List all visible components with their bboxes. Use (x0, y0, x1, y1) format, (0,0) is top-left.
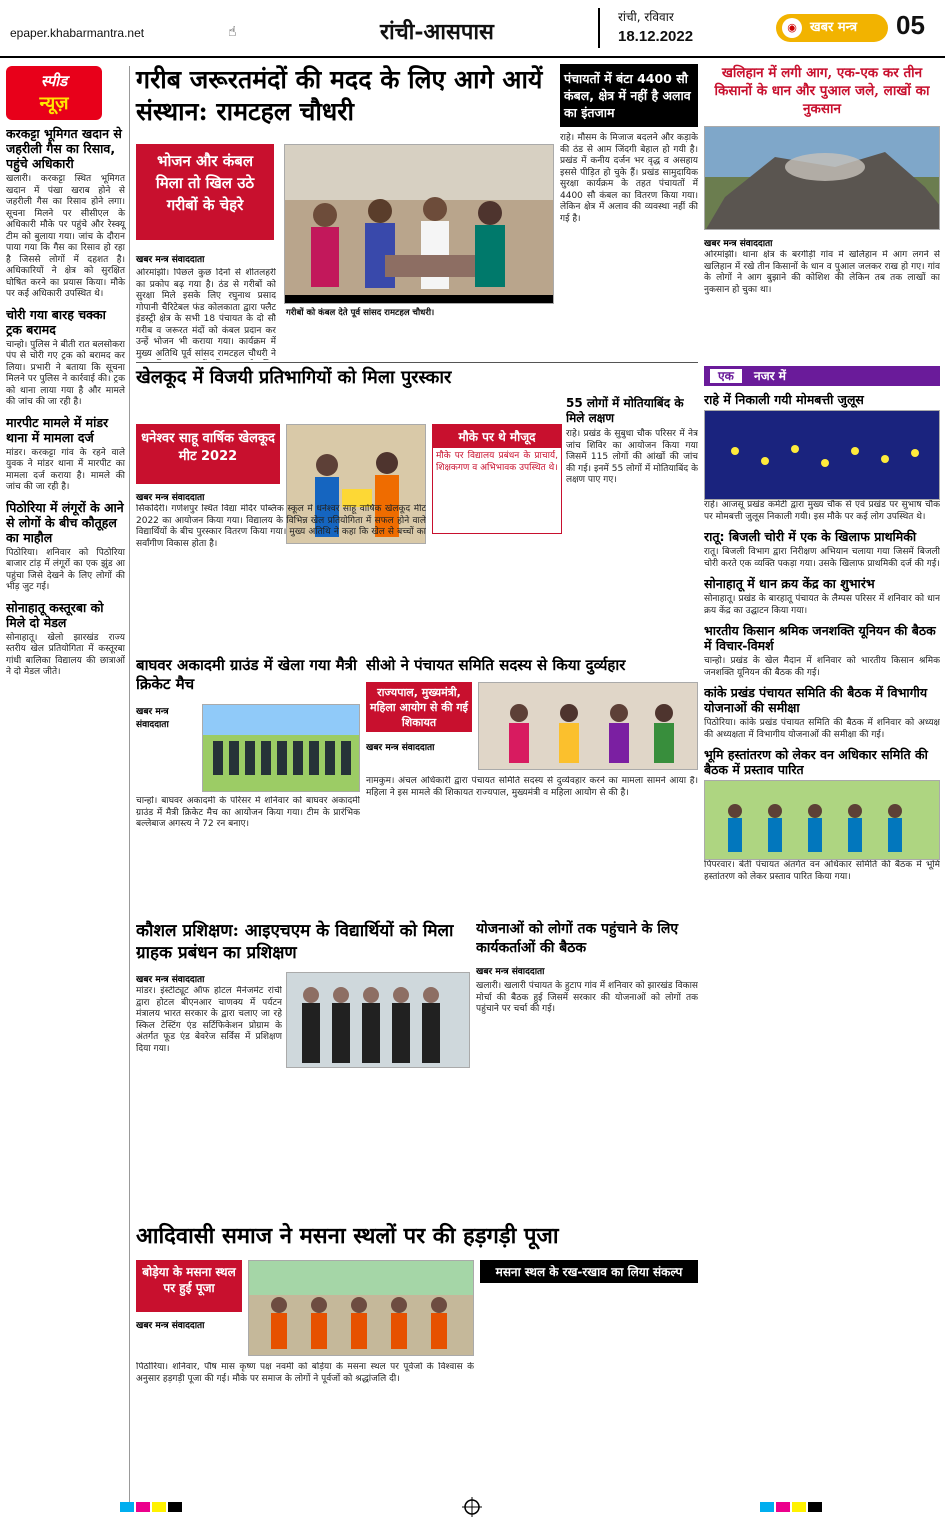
cricket-photo (202, 704, 360, 792)
blanket-story-body: राहे। मौसम के मिजाज बदलने और कड़ाके की ठंड से आम जिंदगी बेहाल हो गयी है। प्रखंड में कनीय दर्जन भर वृद्ध व असहाय इससे पीड़ित हो चुके हैं। प्रखंड सामुदायिक सुरक्षा कार्यक्रम के तहत पंचायतों में 4400 सौ कंबल का वितरण किया गया। लेकिन क्षेत्र में अलाव की व्यवस्था नहीं की गई है। (560, 133, 698, 224)
color-registration-marks (0, 1496, 945, 1517)
left-story-body: सोनाहातू। खेलो झारखंड राज्य स्तरीय खेल प्रतियोगिता में कस्तूरबा गांधी बालिका विद्यालय की छात्राओं ने दो मेडल जीते। (6, 632, 125, 677)
tribal-byline: खबर मन्त्र संवाददाता (136, 1321, 205, 1331)
top-story-headline: गरीब जरूरतमंदों की मदद के लिए आगे आयें संस्थान: रामटहल चौधरी (136, 65, 543, 126)
epaper-url[interactable]: epaper.khabarmantra.net (10, 26, 145, 40)
fire-story-photo (704, 126, 940, 230)
left-story[interactable] (6, 500, 125, 594)
right-story-body: पिठोरिया। कांके प्रखंड पंचायत समिति की बैठक में शनिवार को अध्यक्ष की अध्यक्षता में विभागीय योजनाओं की समीक्षा की गई। (704, 718, 940, 740)
right-story[interactable] (704, 747, 940, 883)
right-story[interactable] (704, 623, 940, 679)
section-title: रांची-आसपास (380, 19, 494, 45)
right-story-headline: भारतीय किसान श्रमिक जनशक्ति यूनियन की बैठक में विचार-विमर्श (704, 623, 936, 653)
page-number: 05 (896, 10, 925, 40)
right-story-headline: राहे में निकाली गयी मोमबत्ती जुलूस (704, 392, 864, 407)
tribal-inset-title: मसना स्थल के रख-रखाव का लिया संकल्प (480, 1260, 698, 1283)
tribal-inset (480, 1260, 698, 1488)
scheme-body: खलारी। खलारी पंचायत के हुटाप गांव में शनिवार को झारखंड विकास मोर्चा की बैठक हुई जिसमें सरकार की योजनाओं को लोगों तक पहुंचाने पर चर्चा की गई। (476, 981, 698, 1014)
ek-nazar-band (704, 366, 940, 386)
left-story-body: चान्हो। पुलिस ने बीती रात बलसोकरा पंप से चोरी गए ट्रक को बरामद कर लिया। प्रभारी ने बताया कि सूचना मिलने पर पुलिस ने कार्रवाई की। ट्रक को थाना लाया गया है और मामले की जांच की जा रही है। (6, 339, 125, 407)
logo-top-text: स्पीड (40, 72, 68, 90)
pointer-icon: ☝ (228, 24, 237, 40)
top-story-caption: गरीबों को कंबल देते पूर्व सांसद रामटहल चौधरी। (286, 308, 435, 318)
tribal-headline: आदिवासी समाज ने मसना स्थलों पर की हड़गड़ी पूजा (136, 1223, 559, 1249)
right-story-body: राहे। आजसू प्रखंड कमेटी द्वारा मुख्य चौक से एवं प्रखंड पर सुभाष चौक पर मोमबत्ती जुलूस निकाली गयी। इस मौके पर कई लोग उपस्थित थे। (704, 500, 940, 522)
right-story[interactable] (704, 392, 940, 523)
cricket-byline: खबर मन्त्र संवाददाता (136, 707, 169, 730)
right-story-body: रातू। बिजली विभाग द्वारा निरीक्षण अभियान चलाया गया जिसमें बिजली चोरी करते एक व्यक्ति पकड़ा गया। उसके खिलाफ प्राथमिकी दर्ज की गई। (704, 547, 940, 569)
right-story-headline: रातू: बिजली चोरी में एक के खिलाफ प्राथमिकी (704, 529, 917, 544)
left-story-headline: करकट्टा भूमिगत खदान से जहरीली गैस का रिसाव, पहुंचे अधिकारी (6, 126, 122, 171)
candle-march-photo (704, 410, 940, 500)
training-certificate-photo (287, 973, 470, 1068)
tribal-body: पिठोरिया। शनिवार, पौष मास कृष्ण पक्ष नवमी को बोड़ेया के मसना स्थल पर पूर्वजों के विश्वास के अनुसार हड़गड़ी पूजा की गई। मौके पर समाज के लोगों ने पूर्वजों को श्रद्धांजलि दी। (136, 1362, 474, 1384)
skill-story[interactable] (136, 920, 470, 1216)
cricket-headline: बाघवर अकादमी ग्राउंड में खेला गया मैत्री क्रिकेट मैच (136, 656, 357, 693)
sports-inset-body: मौके पर विद्यालय प्रबंधन के प्राचार्य, शिक्षकगण व अभिभावक उपस्थित थे। (436, 451, 558, 473)
fire-story-byline: खबर मन्त्र संवाददाता (704, 239, 773, 249)
right-story-body: सोनाहातू। प्रखंड के बारहातू पंचायत के लैम्पस परिसर में शनिवार को धान क्रय केंद्र का उद्घाटन किया गया। (704, 594, 940, 616)
right-story[interactable] (704, 576, 940, 617)
brand-name: खबर मन्त्र (810, 20, 858, 35)
left-story[interactable] (6, 600, 125, 679)
left-story[interactable] (6, 415, 125, 494)
band-label: एक (710, 369, 742, 383)
harassment-story[interactable] (366, 656, 698, 914)
left-story-headline: पिठोरिया में लंगूरों के आने से लोगों के बीच कौतूहल का माहौल (6, 499, 124, 545)
top-story-body: ओरमांझी। पिछले कुछ दिनों से शीतलहरी का प्रकोप बढ़ गया है। ठंड से गरीबों को सुरक्षा मिले इसके लिए रघुनाथ प्रसाद गोपानी चैरिटेबल फंड कोलकाता द्वारा फ्लैट इंडस्ट्री क्षेत्र के सभी 18 पंचायत के दो सौ गरीब व जरूरत मंदों को कंबल प्रदान कर उन्हें भोजन भी कराया गया। कार्यक्रम में मुख्य अतिथि पूर्व सांसद रामटहल चौधरी ने (136, 268, 276, 359)
left-story-body: मांडर। करकट्टा गांव के रहने वाले युवक ने मांडर थाना में मारपीट का मामला दर्ज कराया है। मामले की जांच की जा रही है। (6, 447, 125, 492)
section-separator (136, 362, 698, 363)
speed-news-logo (6, 66, 102, 120)
right-story[interactable] (704, 529, 940, 570)
scheme-headline: योजनाओं को लोगों तक पहुंचाने के लिए कार्यकर्ताओं की बैठक (476, 921, 679, 956)
right-story-body: पिपरवार। बेंती पंचायत अंतर्गत वन अधिकार समिति की बैठक में भूमि हस्तांतरण को लेकर प्रस्ताव पारित किया गया। (704, 860, 940, 882)
harassment-headline: सीओ ने पंचायत समिति सदस्य से किया दुर्व्यहार (366, 656, 626, 674)
masthead (0, 0, 945, 58)
left-column (6, 66, 130, 1506)
right-story-body: चान्हो। प्रखंड के खेल मैदान में शनिवार को भारतीय किसान श्रमिक जनशक्ति यूनियन की बैठक की गई। (704, 656, 940, 678)
tribal-photo (248, 1260, 474, 1356)
burnt-field-photo (705, 127, 940, 230)
skill-photo (286, 972, 470, 1068)
top-story[interactable] (136, 64, 554, 360)
blanket-count-story[interactable] (560, 64, 698, 360)
left-story-body: पिठोरिया। शनिवार को पिठोरिया बाजार टांड़ में लंगूरों का एक झुंड आ पहुंचा जिसे देखने के लिए लोगों की भीड़ जुट गई। (6, 547, 125, 592)
right-story-headline: सोनाहातू में धान क्रय केंद्र का शुभारंभ (704, 576, 875, 591)
right-column (704, 366, 940, 1492)
harassment-byline: खबर मन्त्र संवाददाता (366, 743, 435, 753)
right-story-headline: भूमि हस्तांतरण को लेकर वन अधिकार समिति की बैठक में प्रस्ताव पारित (704, 747, 928, 777)
print-registration-bar (0, 1496, 945, 1517)
tribal-story[interactable] (136, 1222, 698, 1492)
fire-story-body: ओरमांझी। थाना क्षेत्र के बरगीड़ी गांव में खलिहान में आग लगने से खलिहान में रखे तीन किसानों के धान व पुआल जलकर राख हो गए। गांव के लोगों ने आग बुझाने की कोशिश की लेकिन तब तक लाखों का नुकसान हो चुका था। (704, 250, 940, 295)
eye-camp-body: राहे। प्रखंड के सुबुधा चौक परिसर में नेत्र जांच शिविर का आयोजन किया गया जिसमें 115 लोगों की आंखों की जांच की गई। इनमें 55 लोगों में मोतियाबिंद के लक्षण पाए गए। (566, 429, 698, 485)
fire-story-headline: खलिहान में लगी आग, एक-एक कर तीन किसानों के धान और पुआल जले, लाखों का नुकसान (714, 65, 930, 117)
top-story-subhead: भोजन और कंबल मिला तो खिल उठे गरीबों के चेहरे (136, 144, 274, 240)
cricket-story[interactable] (136, 656, 360, 914)
brand-logo-icon: ◉ (782, 18, 802, 38)
candle-march-image (705, 411, 940, 500)
fire-story[interactable] (704, 64, 940, 360)
logo-bottom-text: न्यूज़ (39, 93, 69, 114)
right-story[interactable] (704, 685, 940, 741)
sports-inset-title: मौके पर थे मौजूद (433, 425, 561, 448)
sports-inset (432, 424, 562, 534)
sports-headline: खेलकूद में विजयी प्रतिभागियों को मिला पुरस्कार (136, 367, 452, 388)
left-story[interactable] (6, 126, 125, 301)
blanket-distribution-photo (285, 145, 554, 304)
scheme-story[interactable] (476, 920, 698, 1216)
scheme-byline: खबर मन्त्र संवाददाता (476, 967, 545, 977)
left-story-headline: सोनाहातू कस्तूरबा को मिले दो मेडल (6, 599, 104, 630)
forest-committee-photo (705, 781, 940, 860)
edition-date: 18.12.2022 (618, 28, 694, 45)
left-story-headline: मारपीट मामले में मांडर थाना में मामला दर्ज (6, 414, 109, 445)
harassment-subhead: राज्यपाल, मुख्यमंत्री, महिला आयोग से की गई शिकायत (366, 682, 472, 732)
cricket-body: चान्हो। बाघवर अकादमी के परिसर में शनिवार को बाघवर अकादमी ग्राउंड में मैत्री क्रिकेट मैच का आयोजन किया गया। टीम के प्रारंभिक बल्लेबाज अगस्त्य ने 72 रन बनाए। (136, 796, 360, 829)
top-story-photo (284, 144, 554, 304)
sports-subhead: धनेश्वर साहू वार्षिक खेलकूद मीट 2022 (136, 424, 280, 484)
masthead-divider (598, 8, 600, 48)
city-day: रांची, रविवार (618, 10, 674, 24)
left-story-body: खलारी। करकट्टा स्थित भूमिगत खदान में पंखा खराब होने से जहरीली गैस का रिसाव होने लगा। सूचना मिलने पर सीसीएल के अधिकारी मौके पर पहुंचे और रेस्क्यू टीम को बुलाया गया। जांच के दौरान पाया गया कि गैस का रिसाव हो रहा है जिससे लोगों में दहशत है। अधिकारियों ने क्षेत्र को सुरक्षित घोषित करने का प्रयास किया। मौके पर कई अधिकारी उपस्थित थे। (6, 174, 125, 299)
left-story-headline: चोरी गया बारह चक्का ट्रक बरामद (6, 306, 106, 337)
band-title: नजर में (754, 369, 786, 383)
skill-headline: कौशल प्रशिक्षण: आइएचएम के विद्यार्थियों को मिला ग्राहक प्रबंधन का प्रशिक्षण (136, 921, 454, 963)
cricket-team-photo (203, 705, 360, 792)
blanket-story-headline: पंचायतों में बंटा 4400 सौ कंबल, क्षेत्र में नहीं है अलाव का इंतजाम (560, 64, 698, 127)
brand-badge (776, 14, 888, 42)
left-story[interactable] (6, 307, 125, 409)
top-story-byline: खबर मन्त्र संवाददाता (136, 255, 205, 265)
eye-camp-story[interactable] (566, 390, 698, 650)
harassment-body: नामकुम। अंचल अधिकारी द्वारा पंचायत समिति सदस्य से दुर्व्यवहार करने का मामला सामने आया है। महिला ने इस मामले की शिकायत राज्यपाल, मुख्यमंत्री व महिला आयोग से की है। (366, 776, 698, 798)
harassment-photo (478, 682, 698, 770)
skill-byline: खबर मन्त्र संवाददाता (136, 975, 205, 985)
tribal-subhead: बोड़ेया के मसना स्थल पर हुई पूजा (136, 1260, 242, 1312)
sports-body: सिकदिरी। गणेशपुर स्थित विद्या मंदिर पब्लिक स्कूल में धनेश्वर साहू वार्षिक खेलकूद मीट 2022 का आयोजन किया गया। विद्यालय के विभिन्न खेल प्रतियोगिता में सफल होने वाले विद्यार्थियों के बीच पुरस्कार वितरण किया गया। मुख्य अतिथि ने कहा कि खेल से बच्चों का सर्वांगीण विकास होता है। (136, 504, 426, 549)
meeting-photo (704, 780, 940, 860)
skill-body: मांडर। इंस्टीट्यूट ऑफ होटल मैनेजमेंट रांची द्वारा होटल बीएनआर चाणक्य में पर्यटन मंत्रालय भारत सरकार के द्वारा चलाए जा रहे स्किल टेस्टिंग एंड सर्टिफिकेशन प्रोग्राम के अंतर्गत फूड एंड बेवरेज सर्विस में प्रशिक्षण दिया गया। (136, 986, 282, 1054)
sports-byline: खबर मन्त्र संवाददाता (136, 493, 205, 503)
complaint-meeting-photo (479, 683, 698, 770)
eye-camp-headline: 55 लोगों में मोतियाबिंद के मिले लक्षण (566, 396, 684, 425)
sports-story[interactable] (136, 366, 562, 650)
worship-gathering-photo (249, 1261, 474, 1356)
right-story-headline: कांके प्रखंड पंचायत समिति की बैठक में विभागीय योजनाओं की समीक्षा (704, 685, 928, 715)
